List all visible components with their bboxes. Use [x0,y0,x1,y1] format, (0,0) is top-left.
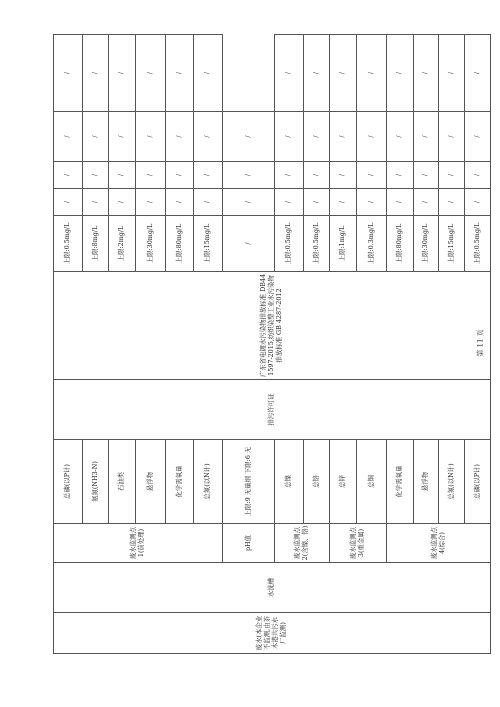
parameter-cell: 总磷(以P计) [465,440,491,524]
parameter-cell: 化学需氧量 [387,440,414,524]
limit-cell: 上限:0.5mg/L [54,216,83,272]
empty-slash-cell: / [275,112,304,162]
empty-slash-cell: / [387,189,414,216]
empty-slash-cell: / [439,162,465,189]
parameter-cell: 石油类 [109,440,136,524]
limit-cell: 上限:9 无量纲 下限:6 无 [223,440,275,524]
empty-slash-cell: / [166,112,194,162]
parameter-cell: 总铜 [357,440,387,524]
empty-slash-cell: / [465,189,491,216]
empty-slash-cell: / [330,162,357,189]
empty-slash-cell: / [54,189,83,216]
empty-slash-cell: / [439,112,465,162]
parameter-cell: pH值 [223,524,275,563]
empty-slash-cell: / [166,189,194,216]
empty-slash-cell: / [223,189,275,216]
empty-slash-cell: / [275,35,304,112]
empty-slash-cell: / [304,35,330,112]
empty-slash-cell: / [166,35,194,112]
empty-slash-cell: / [330,112,357,162]
limit-cell: 上限:2mg/L [109,216,136,272]
empty-slash-cell: / [83,162,109,189]
limit-cell: 上限:0.3mg/L [357,216,387,272]
empty-slash-cell: / [275,162,304,189]
empty-slash-cell: / [83,189,109,216]
parameter-cell: 总镍 [275,440,304,524]
empty-slash-cell: / [223,216,275,272]
parameter-cell: 总磷(以P计) [54,440,83,524]
parameter-cell: 总氮(以N计) [194,440,223,524]
empty-slash-cell: / [109,162,136,189]
method-cell: 排污许可证 [54,380,491,440]
limit-cell: 上限:15mg/L [194,216,223,272]
empty-slash-cell: / [465,112,491,162]
empty-slash-cell: / [414,189,439,216]
empty-slash-cell: / [465,162,491,189]
empty-slash-cell: / [414,112,439,162]
empty-slash-cell: / [136,162,166,189]
process-cell: 水洗槽 [54,563,491,613]
empty-slash-cell: / [304,112,330,162]
limit-cell: 上限:0.5mg/L [304,216,330,272]
empty-slash-cell: / [83,112,109,162]
empty-slash-cell: / [275,189,304,216]
empty-slash-cell: / [304,162,330,189]
monitoring-table [53,34,491,654]
empty-slash-cell: / [465,35,491,112]
empty-slash-cell: / [357,189,387,216]
empty-slash-cell: / [387,35,414,112]
empty-slash-cell: / [387,162,414,189]
outlet-cell: 废水监测点2(含镍、铬) [275,524,330,563]
limit-cell: 上限:0.5mg/L [275,216,304,272]
table-row [54,35,83,654]
empty-slash-cell: / [54,112,83,162]
limit-cell: 上限:30mg/L [414,216,439,272]
empty-slash-cell: / [330,35,357,112]
empty-slash-cell: / [166,162,194,189]
empty-slash-cell: / [136,189,166,216]
empty-slash-cell: / [223,112,275,162]
empty-slash-cell: / [330,189,357,216]
empty-slash-cell: / [357,162,387,189]
parameter-cell: 氨氮(NH3-N) [83,440,109,524]
outlet-cell: 废水监测点4(综合) [387,524,491,563]
parameter-cell: 悬浮物 [136,440,166,524]
limit-cell: 上限:8mg/L [83,216,109,272]
empty-slash-cell: / [387,112,414,162]
standard-cell: 广东省电镀水污染物排放标准 DB441597-2015,纺织染整工业水污染物排放标准 GB 4287-2012 [54,272,491,380]
empty-slash-cell: / [109,189,136,216]
parameter-cell: 悬浮物 [414,440,439,524]
empty-slash-cell: / [109,35,136,112]
outlet-cell: 废水监测点3(重金属) [330,524,387,563]
limit-cell: 上限:15mg/L [439,216,465,272]
empty-slash-cell: / [304,189,330,216]
empty-slash-cell: / [136,112,166,162]
category-cell: 废水(本企业不监测,由茶木港共污水厂监测) [54,613,491,654]
limit-cell: 上限:1mg/L [330,216,357,272]
parameter-cell: 总氮(以N计) [439,440,465,524]
empty-slash-cell: / [357,35,387,112]
empty-slash-cell: / [194,162,223,189]
parameter-cell: 总铬 [304,440,330,524]
empty-slash-cell: / [194,112,223,162]
monitoring-table-rotated [53,35,485,654]
parameter-cell: 化学需氧量 [166,440,194,524]
empty-slash-cell: / [223,162,275,189]
empty-slash-cell: / [357,112,387,162]
empty-slash-cell: / [414,35,439,112]
limit-cell: 上限:80mg/L [387,216,414,272]
empty-slash-cell: / [439,35,465,112]
empty-slash-cell: / [83,35,109,112]
limit-cell: 上限:80mg/L [166,216,194,272]
empty-slash-cell: / [194,35,223,112]
empty-slash-cell: / [414,162,439,189]
empty-slash-cell: / [54,35,83,112]
limit-cell: 上限:30mg/L [136,216,166,272]
page-number: 第 11 页 [476,329,485,357]
empty-slash-cell: / [54,162,83,189]
empty-slash-cell: / [109,112,136,162]
outlet-cell: 废水监测点1(前处理) [54,524,223,563]
empty-slash-cell: / [194,189,223,216]
limit-cell: 上限:0.5mg/L [465,216,491,272]
parameter-cell: 总锌 [330,440,357,524]
empty-slash-cell: / [136,35,166,112]
empty-slash-cell: / [439,189,465,216]
